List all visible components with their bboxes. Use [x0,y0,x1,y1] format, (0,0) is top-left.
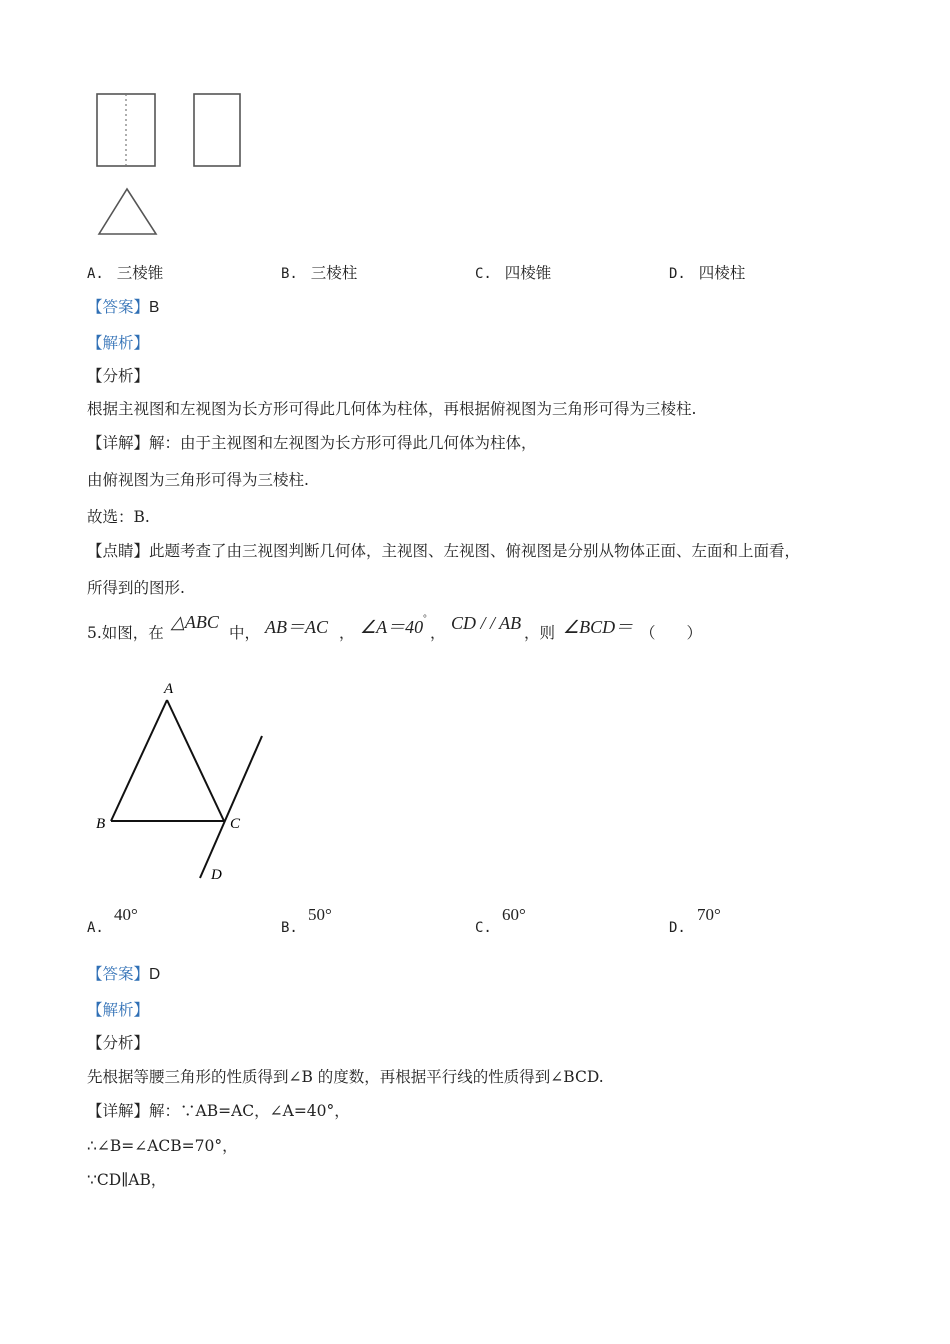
q4-option-b[interactable]: B. 三棱柱 [281,264,358,282]
q5-detail-line2: ∴∠B=∠ACB=70°， [87,1137,238,1155]
q5-stem-prefix: 5.如图，在 [87,624,164,642]
q5-fenxi-text: 先根据等腰三角形的性质得到∠B 的度数，再根据平行线的性质得到∠BCD. [87,1068,604,1086]
q4-dianjing-line1: 【点睛】此题考查了由三视图判断几何体，主视图、左视图、俯视图是分别从物体正面、左面和上面看， [87,542,801,560]
q5-option-b-value: 50° [308,905,332,924]
answer-value: D [149,966,161,983]
side-ab [111,700,167,821]
label-d: D [211,867,222,883]
q5-answer [87,964,160,985]
q5-option-c-label[interactable]: C. [475,920,492,936]
q5-option-d-value: 70° [697,905,721,924]
q4-detail-line3: 故选：B. [87,508,150,526]
q4-detail-line2: 由俯视图为三角形可得为三棱柱. [87,471,309,489]
q5-eq-angle-a: ∠A＝40° [360,613,427,637]
side-view-rect [194,94,240,166]
q4-detail-line1: 【详解】解：由于主视图和左视图为长方形可得此几何体为柱体， [87,434,537,452]
line-cd [200,736,262,878]
detail-tag: 【详解】 [87,434,150,452]
q5-comma2: ， [430,624,446,642]
q4-option-c[interactable]: C. 四棱锥 [475,264,552,282]
label-c: C [230,816,241,832]
q5-option-b-label[interactable]: B. [281,920,298,936]
q5-blank-paren: （ ） [640,624,703,642]
q5-option-c-value: 60° [502,905,526,924]
q5-fenxi-tag: 【分析】 [87,1034,150,1052]
q5-then: ，则 [524,624,556,642]
q5-detail-line1: 【详解】解：∵AB=AC，∠A=40°， [87,1102,350,1120]
label-a: A [164,681,174,697]
answer-tag: 【答案】 [87,298,150,316]
q5-comma1: ， [339,624,355,642]
q4-option-d[interactable]: D. 四棱柱 [669,264,746,282]
dianjing-tag: 【点睛】 [87,542,150,560]
q5-eq-ab-ac: AB＝AC [265,617,328,637]
q4-jiexi-tag: 【解析】 [87,334,150,352]
detail-tag: 【详解】 [87,1102,150,1120]
q5-jiexi-tag: 【解析】 [87,1001,150,1019]
answer-tag: 【答案】 [87,965,150,983]
q4-answer [87,297,159,318]
q5-triangle-abc: △ABC [171,612,219,632]
answer-value: B [149,299,160,316]
q5-detail-line3: ∵CD∥AB， [87,1171,167,1189]
q5-eq-cd-parallel-ab: CD / / AB [451,613,522,633]
label-b: B [96,816,106,832]
q4-option-a[interactable]: A. 三棱锥 [87,264,164,282]
q5-mid1: 中， [229,624,261,642]
q4-fenxi-tag: 【分析】 [87,367,150,385]
q5-eq-angle-bcd: ∠BCD＝ [563,617,634,637]
q4-dianjing-line2: 所得到的图形. [87,579,185,597]
q5-option-d-label[interactable]: D. [669,920,686,936]
q4-fenxi-text: 根据主视图和左视图为长方形可得此几何体为柱体，再根据俯视图为三角形可得为三棱柱. [87,400,697,418]
three-view-figure [90,88,250,243]
q5-option-a-label[interactable]: A. [87,920,104,936]
top-view-triangle [99,189,156,234]
q5-option-a-value: 40° [114,905,138,924]
side-ac [167,700,224,821]
triangle-figure [90,675,280,890]
